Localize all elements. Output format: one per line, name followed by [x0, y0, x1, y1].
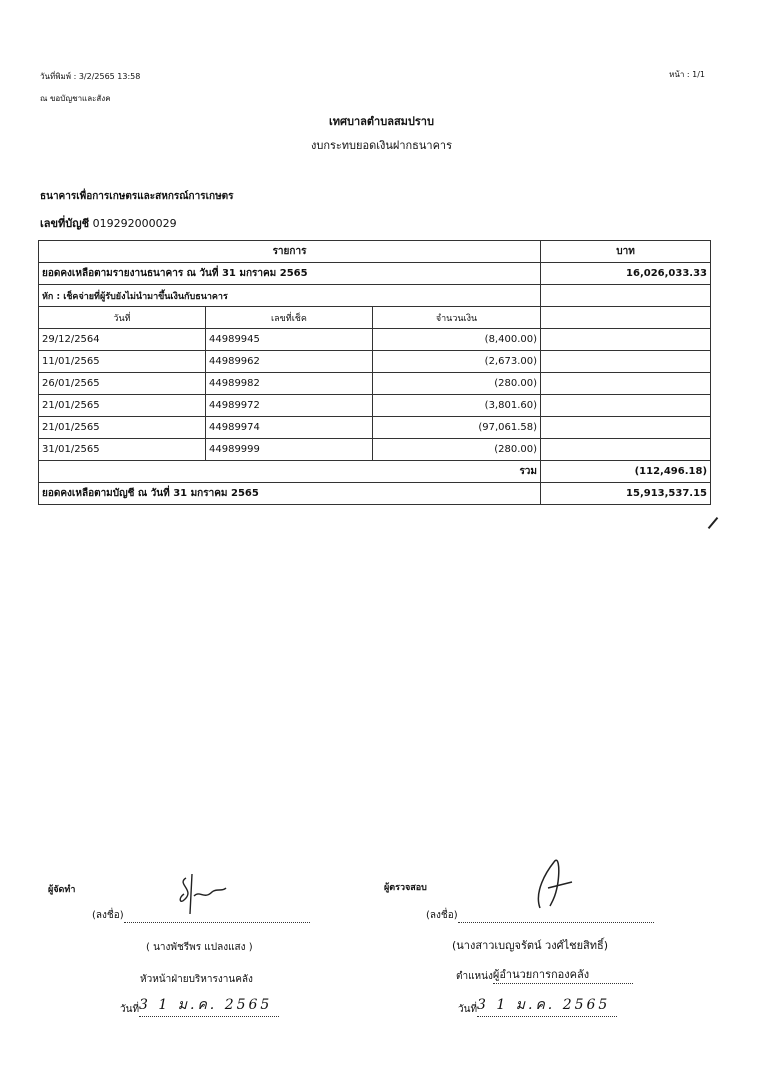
column-header-item: รายการ — [39, 241, 541, 263]
bank-balance-value: 16,026,033.33 — [541, 263, 711, 285]
book-balance-value: 15,913,537.15 — [541, 483, 711, 505]
cheque-date: 21/01/2565 — [39, 417, 206, 439]
reviewer-signature-icon — [528, 852, 576, 912]
account-label: เลขที่บัญชี — [40, 217, 90, 230]
preparer-name: ( นางพัชรีพร แปลงแสง ) — [146, 942, 253, 953]
cheque-date: 31/01/2565 — [39, 439, 206, 461]
cheque-amount: (3,801.60) — [373, 395, 541, 417]
column-header-baht: บาท — [541, 241, 711, 263]
table-row — [39, 373, 711, 395]
less-label: หัก : เช็คจ่ายที่ผู้รับยังไม่นำมาขึ้นเงินกับธนาคาร — [39, 285, 541, 307]
table-row — [39, 439, 711, 461]
preparer-position: หัวหน้าฝ่ายบริหารงานคลัง — [140, 974, 253, 985]
check-mark-icon — [708, 517, 719, 529]
cheque-amount: (8,400.00) — [373, 329, 541, 351]
total-label: รวม — [39, 461, 541, 483]
book-balance-row — [39, 483, 711, 505]
cheque-number: 44989974 — [206, 417, 373, 439]
empty-cell — [541, 439, 711, 461]
organization-title: เทศบาลตำบลสมปราบ — [329, 115, 434, 128]
reviewer-position-line: ตำแหน่งผู้อำนวยการกองคลัง — [456, 965, 633, 984]
sub-header-row — [39, 307, 711, 329]
reviewer-label: ผู้ตรวจสอบ — [384, 883, 427, 893]
preparer-date: 3 1 ม.ค. 2565 — [139, 997, 273, 1013]
bank-name: ธนาคารเพื่อการเกษตรและสหกรณ์การเกษตร — [40, 191, 234, 202]
empty-cell — [541, 373, 711, 395]
less-row — [39, 285, 711, 307]
cheque-amount: (2,673.00) — [373, 351, 541, 373]
reviewer-name: (นางสาวเบญจรัตน์ วงศ์ไชยสิทธิ์) — [452, 939, 608, 952]
account-number-line — [40, 214, 177, 232]
cheque-date: 11/01/2565 — [39, 351, 206, 373]
total-value: (112,496.18) — [541, 461, 711, 483]
total-row — [39, 461, 711, 483]
table-row — [39, 395, 711, 417]
empty-cell — [541, 351, 711, 373]
sub-header-cheque: เลขที่เช็ค — [206, 307, 373, 329]
printed-by: ณ ขอบัญชาและสังค — [40, 94, 111, 103]
empty-cell — [541, 329, 711, 351]
table-row — [39, 329, 711, 351]
page-number: หน้า : 1/1 — [669, 70, 705, 79]
cheque-number: 44989962 — [206, 351, 373, 373]
reviewer-sign-line: (ลงชื่อ) — [426, 908, 654, 923]
table-header-row — [39, 241, 711, 263]
preparer-label: ผู้จัดทำ — [48, 885, 76, 895]
cheque-amount: (280.00) — [373, 373, 541, 395]
cheque-date: 21/01/2565 — [39, 395, 206, 417]
reviewer-date-line: วันที่3 1 ม.ค. 2565 — [458, 994, 617, 1017]
cheque-amount: (280.00) — [373, 439, 541, 461]
print-date: วันที่พิมพ์ : 3/2/2565 13:58 — [40, 72, 141, 81]
book-balance-label: ยอดคงเหลือตามบัญชี ณ วันที่ 31 มกราคม 2565 — [39, 483, 541, 505]
cheque-number: 44989999 — [206, 439, 373, 461]
empty-cell — [541, 395, 711, 417]
table-row — [39, 417, 711, 439]
reviewer-position: ผู้อำนวยการกองคลัง — [492, 968, 590, 981]
empty-cell — [541, 285, 711, 307]
table-row — [39, 351, 711, 373]
cheque-amount: (97,061.58) — [373, 417, 541, 439]
preparer-sign-line: (ลงชื่อ) — [92, 908, 310, 923]
bank-balance-row — [39, 263, 711, 285]
reviewer-date: 3 1 ม.ค. 2565 — [477, 997, 611, 1013]
cheque-date: 26/01/2565 — [39, 373, 206, 395]
bank-balance-label: ยอดคงเหลือตามรายงานธนาคาร ณ วันที่ 31 มกราคม 2565 — [39, 263, 541, 285]
preparer-date-line: วันที่3 1 ม.ค. 2565 — [120, 994, 279, 1017]
reconciliation-table — [38, 240, 711, 505]
account-number: 019292000029 — [92, 217, 177, 230]
document-title: งบกระทบยอดเงินฝากธนาคาร — [310, 139, 453, 152]
empty-cell — [541, 417, 711, 439]
cheque-date: 29/12/2564 — [39, 329, 206, 351]
cheque-number: 44989972 — [206, 395, 373, 417]
sub-header-amount: จำนวนเงิน — [373, 307, 541, 329]
empty-cell — [541, 307, 711, 329]
sub-header-date: วันที่ — [39, 307, 206, 329]
cheque-number: 44989945 — [206, 329, 373, 351]
cheque-number: 44989982 — [206, 373, 373, 395]
